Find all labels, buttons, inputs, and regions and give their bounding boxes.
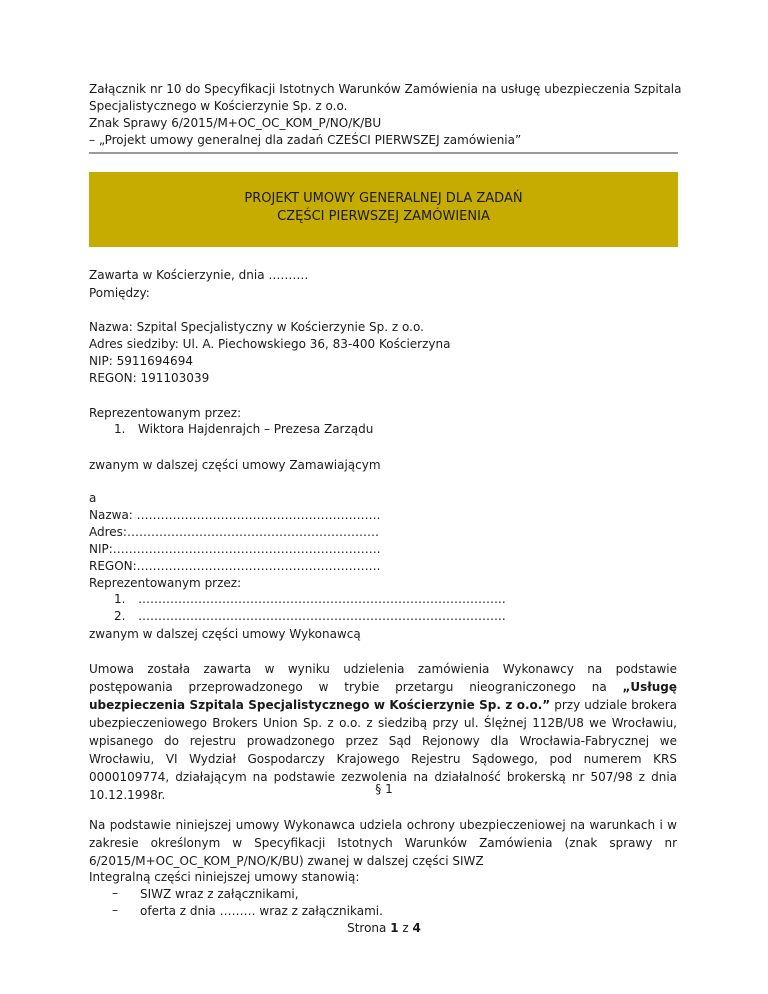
list-dash-1: –	[112, 886, 118, 900]
employer-rep-number: 1.	[114, 422, 126, 436]
contractor-address: Adres:………………………………………………………	[89, 525, 379, 539]
header-line-3: Znak Sprawy 6/2015/M+OC_OC_KOM_P/NO/K/BU	[89, 116, 382, 130]
contractor-called: zwanym w dalszej części umowy Wykonawcą	[89, 627, 361, 641]
employer-address: Adres siedziby: Ul. A. Piechowskiego 36, 83-400 Kościerzyna	[89, 337, 451, 351]
employer-represented-by: Reprezentowanym przez:	[89, 406, 242, 420]
contractor-nip: NIP:………………………………………………………….	[89, 542, 381, 556]
contractor-rep-2: ………………………………………………………………………………..	[138, 609, 506, 623]
integral-item-2: oferta z dnia ……… wraz z załącznikami.	[140, 904, 383, 918]
title-line-2: CZĘŚCI PIERWSZEJ ZAMÓWIENIA	[277, 209, 490, 224]
list-dash-2: –	[112, 903, 118, 917]
section-1-paragraph: Na podstawie niniejszej umowy Wykonawca udziela ochrony ubezpieczeniowej na warunkach i w zakresie określonym w Specyfikacji Istotnych Warunków Zamówienia (znak sprawy nr 6/2015/M+OC_OC_KOM_P/NO/K/BU) zwanej w dalszej części SIWZ	[89, 818, 677, 868]
contractor-represented-by: Reprezentowanym przez:	[89, 576, 242, 590]
title-line-1: PROJEKT UMOWY GENERALNEJ DLA ZADAŃ	[244, 191, 523, 206]
concluded-line: Zawarta w Kościerzynie, dnia ……….	[89, 268, 309, 282]
contractor-regon: REGON:…………………………………………………….	[89, 559, 381, 573]
employer-name: Nazwa: Szpital Specjalistyczny w Kościerzynie Sp. z o.o.	[89, 320, 424, 334]
page-footer	[0, 921, 768, 935]
header-line-2: Specjalistycznego w Kościerzynie Sp. z o.o.	[89, 99, 348, 113]
award-service-name: „Usługę ubezpieczenia Szpitala Specjalistycznego w Kościerzynie Sp. z o.o.”	[89, 680, 677, 712]
page-label: Strona	[347, 921, 387, 935]
header-line-4: – „Projekt umowy generalnej dla zadań CZEŚCI PIERWSZEJ zamówienia”	[89, 133, 522, 147]
award-text-a: Umowa została zawarta w wyniku udzielenia zamówienia Wykonawcy na podstawie postępowania przeprowadzonego w trybie przetargu nieograniczonego na	[89, 662, 677, 694]
title-banner	[89, 172, 678, 247]
between-line: Pomiędzy:	[89, 286, 150, 300]
employer-rep-1: Wiktora Hajdenrajch – Prezesa Zarządu	[138, 422, 374, 436]
header-line-1: Załącznik nr 10 do Specyfikacji Istotnych Warunków Zamówienia na usługę ubezpieczenia Szpitala	[89, 82, 682, 96]
section-1-heading: § 1	[375, 782, 393, 796]
page-number: 1	[390, 921, 399, 935]
contractor-rep-1: ………………………………………………………………………………..	[138, 592, 506, 606]
award-text-b: przy udziale brokera ubezpieczeniowego Brokers Union Sp. z o.o. z siedzibą przy ul. Ślężnej 112B/U8 we Wrocławiu, wpisanego do rejestru prowadzonego przez Sąd Rejonowy dla Wrocławia-Fabrycznej we Wrocławiu, VI Wydział Gospodarczy Krajowego Rejestru Sądowego, pod numerem KRS 0000109774, działającym na podstawie zezwolenia na działalność brokerską nr 507/98 z dnia 10.12.1998r.	[89, 698, 678, 802]
integral-parts-intro: Integralną części niniejszej umowy stanowią:	[89, 870, 360, 884]
contractor-name: Nazwa: …………………………………………………….	[89, 508, 381, 522]
employer-nip: NIP: 5911694694	[89, 354, 193, 368]
contractor-rep-number-2: 2.	[114, 609, 126, 623]
employer-regon: REGON: 191103039	[89, 371, 210, 385]
page-total: 4	[412, 921, 421, 935]
contractor-and: a	[89, 491, 97, 505]
page-of-label: z	[402, 921, 409, 935]
header-divider	[89, 152, 678, 154]
contractor-rep-number-1: 1.	[114, 592, 126, 606]
employer-called: zwanym w dalszej części umowy Zamawiającym	[89, 458, 381, 472]
integral-item-1: SIWZ wraz z załącznikami,	[140, 887, 299, 901]
